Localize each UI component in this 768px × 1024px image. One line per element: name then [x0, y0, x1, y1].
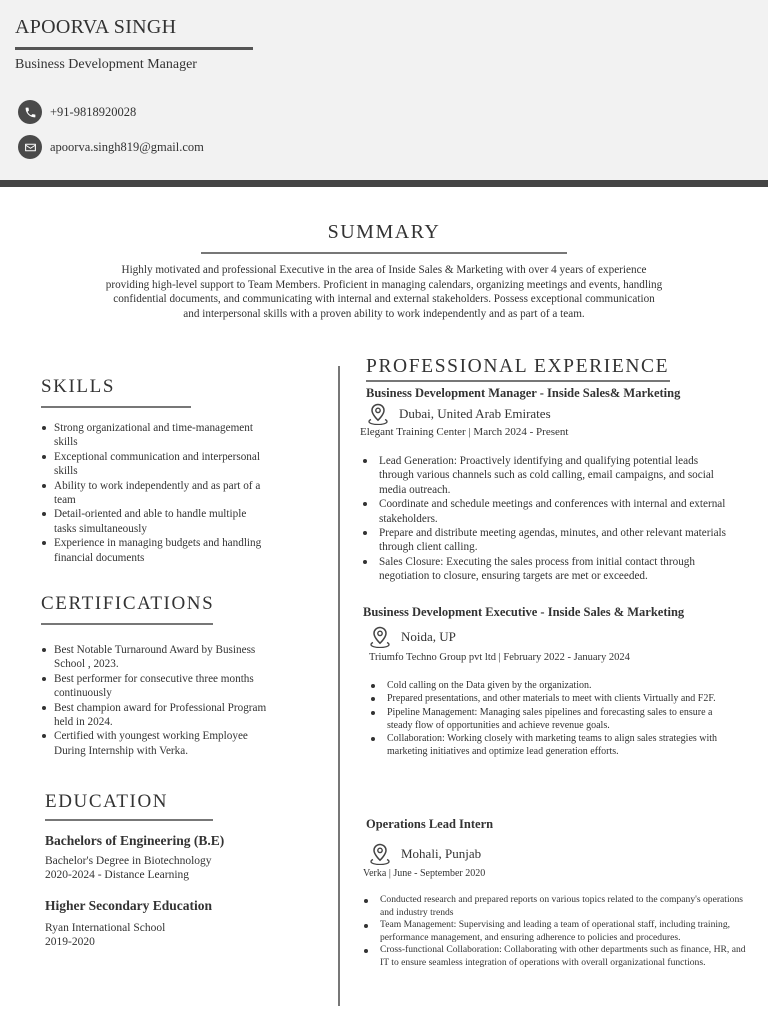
education-underline	[45, 819, 213, 821]
list-item: Detail-oriented and able to handle multiple tasks simultaneously	[41, 507, 266, 536]
skills-heading: SKILLS	[41, 376, 115, 397]
column-divider	[338, 366, 340, 1006]
location-text: Mohali, Punjab	[401, 846, 482, 861]
phone-contact	[18, 100, 136, 124]
list-item: Ability to work independently and as part of a team	[41, 479, 266, 508]
list-item: Exceptional communication and interpersonal skills	[41, 450, 266, 479]
company-dates: Triumfo Techno Group pvt ltd | February 2022 - January 2024	[369, 652, 630, 663]
envelope-icon	[18, 135, 42, 159]
company-dates: Verka | June - September 2020	[363, 868, 486, 879]
name-underline	[15, 47, 253, 50]
summary-underline	[201, 252, 567, 254]
certifications-underline	[41, 623, 213, 625]
education-detail: 2019-2020	[45, 936, 95, 948]
list-item: Best champion award for Professional Program held in 2024.	[41, 701, 269, 730]
skills-underline	[41, 406, 191, 408]
header-divider-bar	[0, 180, 768, 187]
list-item: Pipeline Management: Managing sales pipelines and forecasting sales to ensure a steady flow of opportunities and achieve revenue goals.	[368, 706, 724, 733]
list-item: Lead Generation: Proactively identifying and qualifying potential leads through various channels such as cold calling, email campaigns, and social media outreach.	[360, 454, 728, 497]
company-dates: Elegant Training Center | March 2024 - Present	[360, 426, 569, 438]
education-detail: Ryan International School	[45, 922, 166, 934]
list-item: Cross-functional Collaboration: Collaborating with other departments such as finance, HR, and IT to ensure seamless integration of operations with overall organizational functions.	[361, 944, 753, 969]
list-item: Cold calling on the Data given by the organization.	[368, 679, 724, 692]
summary-line: confidential documents, and communicating with internal and external stakeholders. Possess exceptional communication	[113, 293, 655, 306]
list-item: Experience in managing budgets and handling financial documents	[41, 536, 266, 565]
location-pin-icon	[368, 403, 388, 425]
email-contact	[18, 135, 204, 159]
list-item: Best performer for consecutive three months continuously	[41, 672, 269, 701]
education-detail: Bachelor's Degree in Biotechnology	[45, 855, 212, 867]
summary-paragraph	[40, 263, 728, 321]
experience-underline	[366, 380, 670, 382]
list-item: Prepared presentations, and other materials to meet with clients Virtually and F2F.	[368, 692, 724, 705]
education-heading: EDUCATION	[45, 791, 169, 812]
list-item: Prepare and distribute meeting agendas, minutes, and other relevant materials through client calling.	[360, 526, 728, 555]
education-degree: Higher Secondary Education	[45, 898, 213, 913]
location-pin-icon	[370, 626, 390, 648]
job-role: Operations Lead Intern	[366, 817, 494, 831]
phone-icon	[18, 100, 42, 124]
list-item: Team Management: Supervising and leading a team of operational staff, including training, performance management, and ensuring adherence to policies and procedures.	[361, 919, 753, 944]
candidate-name: APOORVA SINGH	[15, 16, 177, 38]
job-role: Business Development Manager - Inside Sales& Marketing	[366, 386, 681, 400]
list-item: Collaboration: Working closely with marketing teams to align sales strategies with marketing initiatives and optimize lead generation efforts.	[368, 732, 724, 759]
list-item: Best Notable Turnaround Award by Business School , 2023.	[41, 643, 269, 672]
certifications-list	[41, 643, 269, 758]
location-text: Dubai, United Arab Emirates	[399, 406, 551, 421]
list-item: Conducted research and prepared reports on various topics related to the company's operations and industry trends	[361, 894, 753, 919]
location-pin-icon	[370, 843, 390, 865]
list-item: Certified with youngest working Employee During Internship with Verka.	[41, 729, 269, 758]
job-location	[368, 403, 551, 425]
job-role: Business Development Executive - Inside Sales & Marketing	[363, 605, 685, 619]
list-item: Sales Closure: Executing the sales process from initial contact through negotiation to closure, ensuring targets are met or exceeded.	[360, 555, 728, 584]
education-degree: Bachelors of Engineering (B.E)	[45, 833, 225, 848]
skills-list	[41, 421, 266, 565]
job-bullets	[361, 894, 753, 970]
job-bullets	[360, 454, 728, 584]
summary-line: Highly motivated and professional Executive in the area of Inside Sales & Marketing with over 4 years of experience	[121, 264, 647, 276]
summary-line: and interpersonal skills with a proven ability to work independently and as part of a team.	[183, 307, 585, 320]
job-title: Business Development Manager	[15, 57, 197, 72]
email-address: apoorva.singh819@gmail.com	[50, 139, 204, 154]
location-text: Noida, UP	[401, 629, 456, 644]
list-item: Strong organizational and time-management skills	[41, 421, 266, 450]
job-location	[370, 626, 456, 648]
job-bullets	[368, 679, 724, 759]
list-item: Coordinate and schedule meetings and conferences with internal and external stakeholders.	[360, 497, 728, 526]
summary-line: providing high-level support to Team Members. Proficient in managing calendars, organizing meetings and events, handling	[105, 278, 663, 291]
summary-heading: SUMMARY	[327, 221, 441, 243]
education-detail: 2020-2024 - Distance Learning	[45, 869, 190, 881]
experience-heading: PROFESSIONAL EXPERIENCE	[366, 356, 670, 377]
job-location	[370, 843, 481, 865]
phone-number: +91-9818920028	[50, 104, 137, 119]
certifications-heading: CERTIFICATIONS	[41, 593, 215, 614]
